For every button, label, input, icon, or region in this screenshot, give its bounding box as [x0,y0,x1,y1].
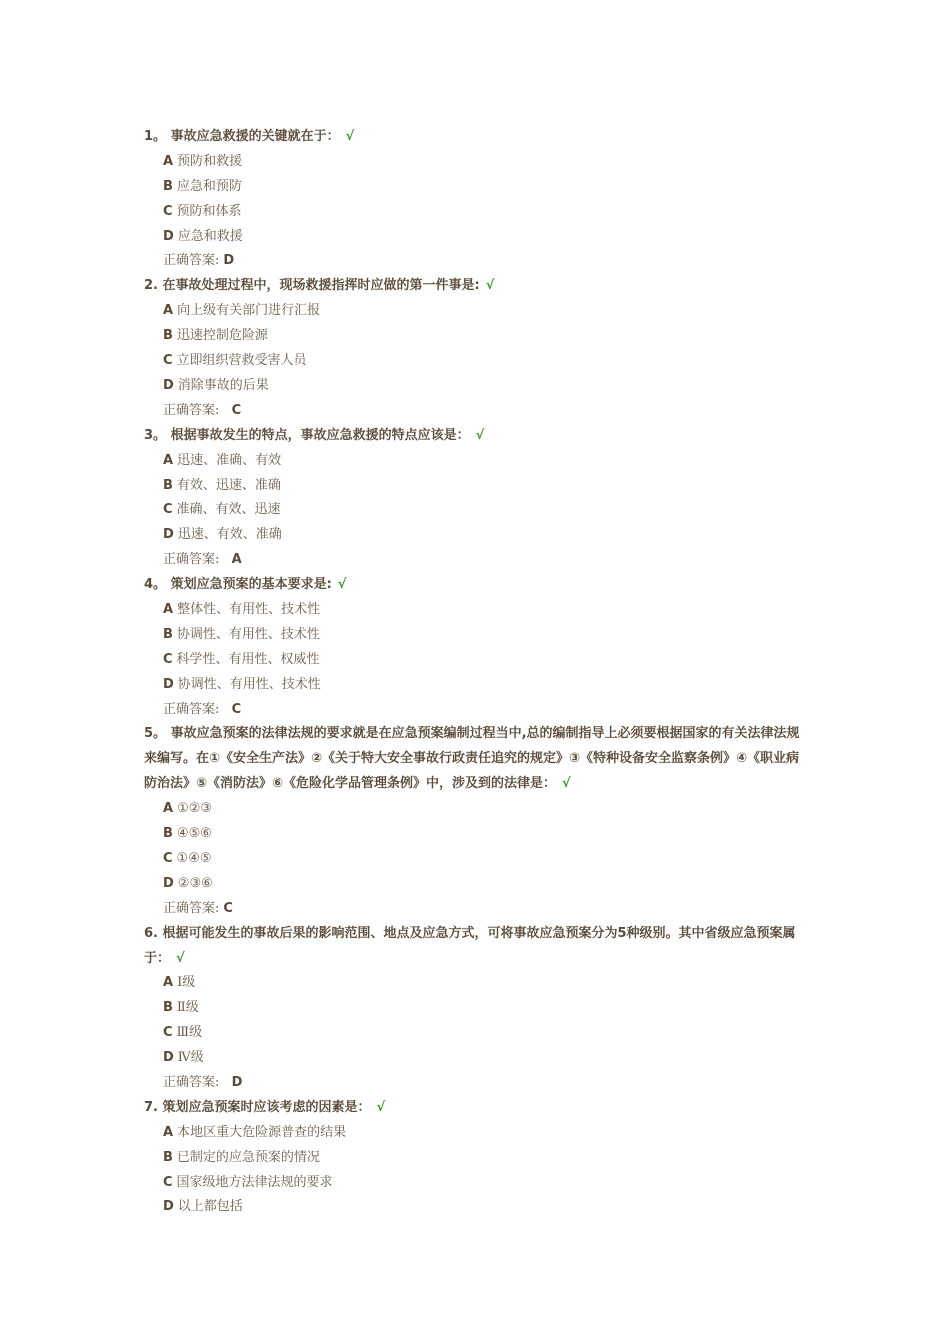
correct-answer [0,249,950,274]
question-text: 在事故处理过程中，现场救援指挥时应做的第一件事是: [162,278,480,294]
option-b [0,996,950,1021]
option-letter: B [163,626,173,642]
correct-answer [0,897,950,922]
question-line [0,722,950,797]
option-text: ④⑤⑥ [176,826,212,842]
option-text: 迅速、准确、有效 [177,452,282,468]
option-b [0,175,950,200]
option-text: 准确、有效、迅速 [176,502,281,518]
question-line [0,1096,950,1121]
option-a [0,449,950,474]
option-c [0,648,950,673]
question-line [0,922,950,972]
question-text: 事故应急救援的关键就在于： [170,129,340,144]
option-b [0,822,950,847]
quiz-document [0,125,950,1220]
option-letter: D [163,676,174,692]
option-letter: A [163,1124,174,1140]
option-letter: B [163,1149,173,1165]
question-number: 4。 [144,577,167,593]
option-letter: C [163,1025,173,1041]
option-d [0,872,950,897]
checkmark-icon: √ [562,776,571,792]
question-line [0,125,950,150]
option-letter: D [163,875,174,891]
checkmark-icon: √ [176,950,185,966]
option-d [0,1046,950,1071]
option-text: 立即组织营救受害人员 [176,353,307,369]
question-2 [0,274,950,423]
answer-value: C [231,701,242,717]
option-text: 预防和体系 [176,203,242,219]
option-letter: C [163,850,173,866]
option-text: 科学性、有用性、权威性 [176,651,320,667]
option-letter: C [163,651,173,667]
answer-label: 正确答案: [163,552,220,568]
question-7 [0,1096,950,1220]
question-text: 策划应急预案的基本要求是: [170,577,332,593]
option-text: Ⅲ级 [176,1025,203,1041]
checkmark-icon: √ [485,278,495,294]
question-line [0,424,950,449]
question-number: 2. [144,278,158,294]
option-letter: D [163,1050,174,1066]
question-1 [0,125,950,274]
option-text: ①④⑤ [176,850,212,866]
question-5 [0,722,950,921]
question-text: 根据事故发生的特点，事故应急救援的特点应该是： [170,427,470,443]
option-letter: D [163,1199,174,1215]
option-a [0,797,950,822]
option-text: 已制定的应急预案的情况 [176,1149,320,1165]
answer-value: C [231,402,242,418]
option-text: 应急和救援 [177,228,243,244]
option-c [0,498,950,523]
correct-answer [0,399,950,424]
option-letter: A [163,303,174,319]
option-letter: D [163,228,174,244]
checkmark-icon: √ [475,427,485,443]
option-letter: B [163,328,173,344]
correct-answer [0,548,950,573]
question-line [0,573,950,598]
option-b [0,1146,950,1171]
option-text: 应急和预防 [176,178,242,194]
question-text: 事故应急预案的法律法规的要求就是在应急预案编制过程当中,总的编制指导上必须要根据国家的有关法律法规来编写。在①《安全生产法》②《关于特大安全事故行政责任追究的规定》③《特种设备安全监察条例》④《职业病防治法》⑤《消防法》⑥《危险化学品管理条例》中，涉及到的法律是： [144,726,800,792]
answer-label: 正确答案: [163,701,220,717]
option-text: 迅速控制危险源 [176,328,268,344]
question-6 [0,922,950,1096]
option-letter: C [163,203,173,219]
option-a [0,150,950,175]
option-b [0,474,950,499]
option-letter: A [163,975,174,991]
option-c [0,349,950,374]
answer-label: 正确答案: [163,253,220,269]
option-letter: A [163,801,174,817]
option-letter: B [163,178,173,194]
option-text: 本地区重大危险源普查的结果 [177,1124,347,1140]
option-letter: C [163,1174,173,1190]
option-text: 预防和救援 [177,153,243,169]
option-text: 消除事故的后果 [177,377,269,393]
option-a [0,971,950,996]
option-b [0,324,950,349]
option-text: 有效、迅速、准确 [176,477,281,493]
checkmark-icon: √ [337,577,347,593]
option-letter: A [163,601,174,617]
question-number: 5。 [144,726,167,742]
answer-label: 正确答案: [163,900,220,916]
answer-value: A [231,552,242,568]
option-d [0,374,950,399]
option-a [0,598,950,623]
question-text: 根据可能发生的事故后果的影响范围、地点及应急方式，可将事故应急预案分为5种级别。其中省级应急预案属于： [144,925,796,966]
correct-answer [0,1071,950,1096]
question-number: 3。 [144,427,167,443]
option-d [0,673,950,698]
question-text: 策划应急预案时应该考虑的因素是： [162,1099,371,1115]
option-c [0,1171,950,1196]
option-d [0,225,950,250]
option-d [0,1195,950,1220]
option-text: ②③⑥ [177,875,213,891]
option-a [0,299,950,324]
option-text: 整体性、有用性、技术性 [177,601,321,617]
answer-value: D [223,253,235,269]
question-4 [0,573,950,722]
option-text: 协调性、有用性、技术性 [177,676,321,692]
option-text: Ⅳ级 [177,1050,204,1066]
checkmark-icon: √ [345,129,355,144]
option-letter: A [163,452,174,468]
option-b [0,623,950,648]
option-text: 国家级地方法律法规的要求 [176,1174,333,1190]
question-number: 1。 [144,129,167,144]
option-letter: D [163,377,174,393]
option-text: ①②③ [177,801,213,817]
question-number: 6. [144,925,158,941]
option-letter: C [163,502,173,518]
option-a [0,1121,950,1146]
correct-answer [0,698,950,723]
answer-label: 正确答案: [163,402,220,418]
option-text: 以上都包括 [177,1199,243,1215]
question-3 [0,424,950,573]
option-letter: D [163,527,174,543]
question-line [0,274,950,299]
question-number: 7. [144,1099,158,1115]
option-text: Ⅱ级 [176,1000,199,1016]
answer-value: C [223,900,233,916]
option-d [0,523,950,548]
option-c [0,847,950,872]
answer-label: 正确答案: [163,1074,220,1090]
option-text: 向上级有关部门进行汇报 [177,303,321,319]
option-letter: B [163,477,173,493]
option-c [0,200,950,225]
option-letter: A [163,153,174,169]
option-text: 协调性、有用性、技术性 [176,626,320,642]
option-c [0,1021,950,1046]
checkmark-icon: √ [376,1099,386,1115]
option-letter: B [163,826,173,842]
answer-value: D [231,1074,243,1090]
option-text: 迅速、有效、准确 [177,527,282,543]
option-letter: C [163,353,173,369]
option-text: Ⅰ级 [177,975,196,991]
option-letter: B [163,1000,173,1016]
